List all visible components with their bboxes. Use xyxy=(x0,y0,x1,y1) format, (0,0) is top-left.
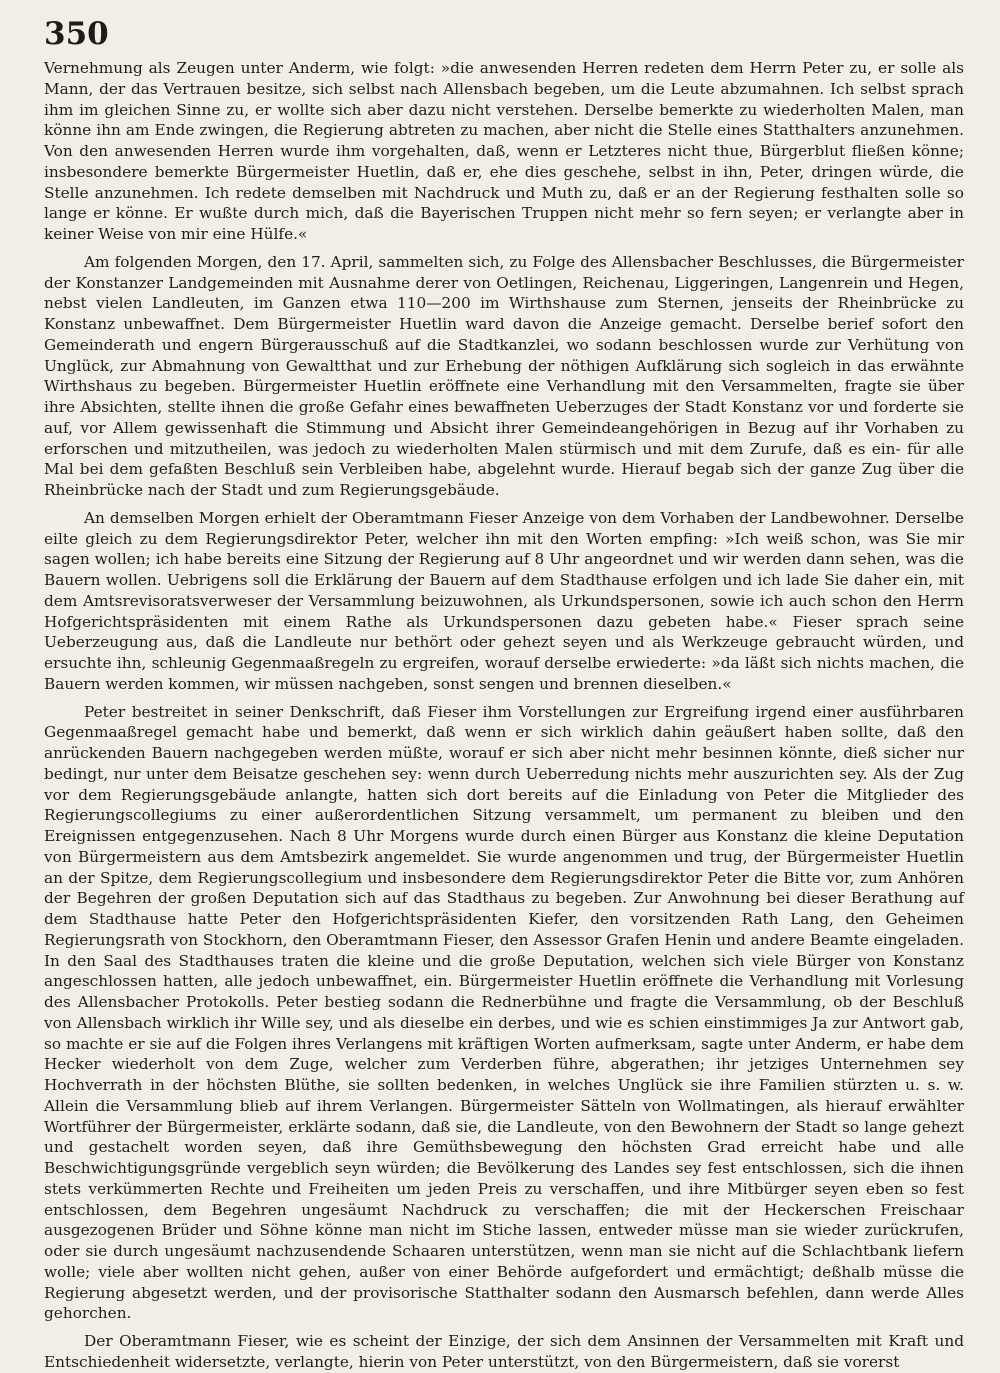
page-number: 350 xyxy=(44,16,109,52)
paragraph-1: Vernehmung als Zeugen unter Anderm, wie folgt: »die anwesenden Herren redeten dem Herrn Peter zu, er solle als Mann, der das Vertrauen besitze, sich selbst nach Allensbach begeben, um die Leute abzumahnen. Ich selbst sprach ihm im gleichen Sinne zu, er wollte sich aber dazu nicht verstehen. Derselbe bemerkte zu wiederholten Malen, man könne ihn am Ende zwingen, die Regierung abtreten zu machen, aber nicht die Stelle eines Statthalters anzunehmen. Von den anwesenden Herren wurde ihm vorgehalten, daß, wenn er Letzteres nicht thue, Bürgerblut fließen könne; insbesondere bemerkte Bürgermeister Huetlin, daß er, ehe dies geschehe, selbst in ihn, Peter, dringen würde, die Stelle anzunehmen. Ich redete demselben mit Nachdruck und Muth zu, daß er an der Regierung festhalten solle so lange er könne. Er wußte durch mich, daß die Bayerischen Truppen nicht mehr so fern seyen; er verlangte aber in keiner Weise von mir eine Hülfe.« xyxy=(44,59,964,243)
body-text xyxy=(44,58,964,1373)
paragraph-4: Peter bestreitet in seiner Denkschrift, daß Fieser ihm Vorstellungen zur Ergreifung irgend einer ausführbaren Gegenmaaßregel gemacht habe und bemerkt, daß wenn er sich wirklich dahin geäußert haben sollte, daß den anrückenden Bauern nachgegeben werden müßte, worauf er sich aber nicht mehr besinnen könnte, dieß sicher nur bedingt, nur unter dem Beisatze geschehen sey: wenn durch Ueberredung nichts mehr auszurichten sey. Als der Zug vor dem Regierungsgebäude anlangte, hatten sich dort bereits auf die Einladung von Peter die Mitglieder des Regierungscollegiums zu einer außerordentlichen Sitzung versammelt, um permanent zu bleiben und den Ereignissen entgegenzusehen. Nach 8 Uhr Morgens wurde durch einen Bürger aus Konstanz die kleine Deputation von Bürgermeistern aus dem Amtsbezirk angemeldet. Sie wurde angenommen und trug, der Bürgermeister Huetlin an der Spitze, dem Regierungscollegium und insbesondere dem Regierungsdirektor Peter die Bitte vor, zum Anhören der Begehren der großen Deputation sich auf das Stadthaus zu begeben. Zur Anwohnung bei dieser Berathung auf dem Stadthause hatte Peter den Hofgerichtspräsidenten Kiefer, den vorsitzenden Rath Lang, den Geheimen Regierungsrath von Stockhorn, den Oberamtmann Fieser, den Assessor Grafen Henin und andere Beamte eingeladen. In den Saal des Stadthauses traten die kleine und die große Deputation, welchen sich viele Bürger von Konstanz angeschlossen hatten, alle jedoch unbewaffnet, ein. Bürgermeister Huetlin eröffnete die Verhandlung mit Vorlesung des Allensbacher Protokolls. Peter bestieg sodann die Rednerbühne und fragte die Versammlung, ob der Beschluß von Allensbach wirklich ihr Wille sey, und als dieselbe ein derbes, und wie es schien einstimmiges Ja zur Antwort gab, so machte er sie auf die Folgen ihres Verlangens mit kräftigen Worten aufmerksam, sagte unter Anderm, er habe dem Hecker wiederholt von dem Zuge, welcher zum Verderben führe, abgerathen; ihr jetziges Unternehmen sey Hochverrath in der höchsten Blüthe, sie sollten bedenken, in welches Unglück sie ihre Familien stürzten u. s. w. Allein die Versammlung blieb auf ihrem Verlangen. Bürgermeister Sätteln von Wollmatingen, als hierauf erwählter Wortführer der Bürgermeister, erklärte sodann, daß sie, die Landleute, von den Bewohnern der Stadt so lange gehezt und gestachelt worden seyen, daß ihre Gemüthsbewegung den höchsten Grad erreicht habe und alle Beschwichtigungsgründe vergeblich seyn würden; die Bevölkerung des Landes sey fest entschlossen, sich die ihnen stets verkümmerten Rechte und Freiheiten um jeden Preis zu verschaffen, und ihre Mitbürger seyen eben so fest entschlossen, dem Begehren ungesäumt Nachdruck zu verschaffen; die mit der Heckerschen Freischaar ausgezogenen Brüder und Söhne könne man nicht im Stiche lassen, entweder müsse man sie wieder zurückrufen, oder sie durch ungesäumt nachzusendende Schaaren unterstützen, wenn man sie nicht auf die Schlachtbank liefern wolle; viele aber wollten nicht gehen, außer von einer Behörde aufgefordert und ermächtigt; deßhalb müsse die Regierung abgesetzt werden, und der provisorische Statthalter sodann den Ausmarsch befehlen, dann werde Alles gehorchen. xyxy=(44,702,964,1323)
paragraph-3: An demselben Morgen erhielt der Oberamtmann Fieser Anzeige von dem Vorhaben der Landbewohner. Derselbe eilte gleich zu dem Regierungsdirektor Peter, welcher ihn mit den Worten empfing: »Ich weiß schon, was Sie mir sagen wollen; ich habe bereits eine Sitzung der Regierung auf 8 Uhr angeordnet und wir werden dann sehen, was die Bauern wollen. Uebrigens soll die Erklärung der Bauern auf dem Stadthause erfolgen und ich lade Sie daher ein, mit dem Amtsrevisoratsverweser der Versammlung beizuwohnen, als Urkundspersonen, sowie ich auch schon den Herrn Hofgerichtspräsidenten mit einem Rathe als Urkundspersonen dazu gebeten habe.« Fieser sprach seine Ueberzeugung aus, daß die Landleute nur bethört oder gehezt seyen und als Werkzeuge gebraucht würden, und ersuchte ihn, schleunig Gegenmaaßregeln zu ergreifen, worauf derselbe erwiederte: »da läßt sich nichts machen, die Bauern werden kommen, wir müssen nachgeben, sonst sengen und brennen dieselben.« xyxy=(44,508,964,693)
paragraph-5: Der Oberamtmann Fieser, wie es scheint der Einzige, der sich dem Ansinnen der Versammelten mit Kraft und Entschiedenheit widersetzte, verlangte, hierin von Peter unterstützt, von den Bürgermeistern, daß sie vorerst xyxy=(44,1332,964,1371)
paragraph-2: Am folgenden Morgen, den 17. April, sammelten sich, zu Folge des Allensbacher Beschlusses, die Bürgermeister der Konstanzer Landgemeinden mit Ausnahme derer von Oetlingen, Reichenau, Liggeringen, Langenrein und Hegen, nebst vielen Landleuten, im Ganzen etwa 110—200 im Wirthshause zum Sternen, jenseits der Rheinbrücke zu Konstanz unbewaffnet. Dem Bürgermeister Huetlin ward davon die Anzeige gemacht. Derselbe berief sofort den Gemeinderath und engern Bürgerausschuß auf die Stadtkanzlei, wo sodann beschlossen wurde zur Verhütung von Unglück, zur Abmahnung von Gewaltthat und zur Erhebung der nöthigen Aufklärung sich sogleich in das erwähnte Wirthshaus zu begeben. Bürgermeister Huetlin eröffnete eine Verhandlung mit den Versammelten, fragte sie über ihre Absichten, stellte ihnen die große Gefahr eines bewaffneten Ueberzuges der Stadt Konstanz vor und forderte sie auf, vor Allem gewissenhaft die Stimmung und Absicht ihrer Gemeindeangehörigen in Bezug auf ihr Vorhaben zu erforschen und mitzutheilen, was jedoch zu wiederholten Malen stürmisch und mit dem Zurufe, daß es ein- für alle Mal bei dem gefaßten Beschluß sein Verbleiben habe, abgelehnt wurde. Hierauf begab sich der ganze Zug über die Rheinbrücke nach der Stadt und zum Regierungsgebäude. xyxy=(44,252,964,499)
